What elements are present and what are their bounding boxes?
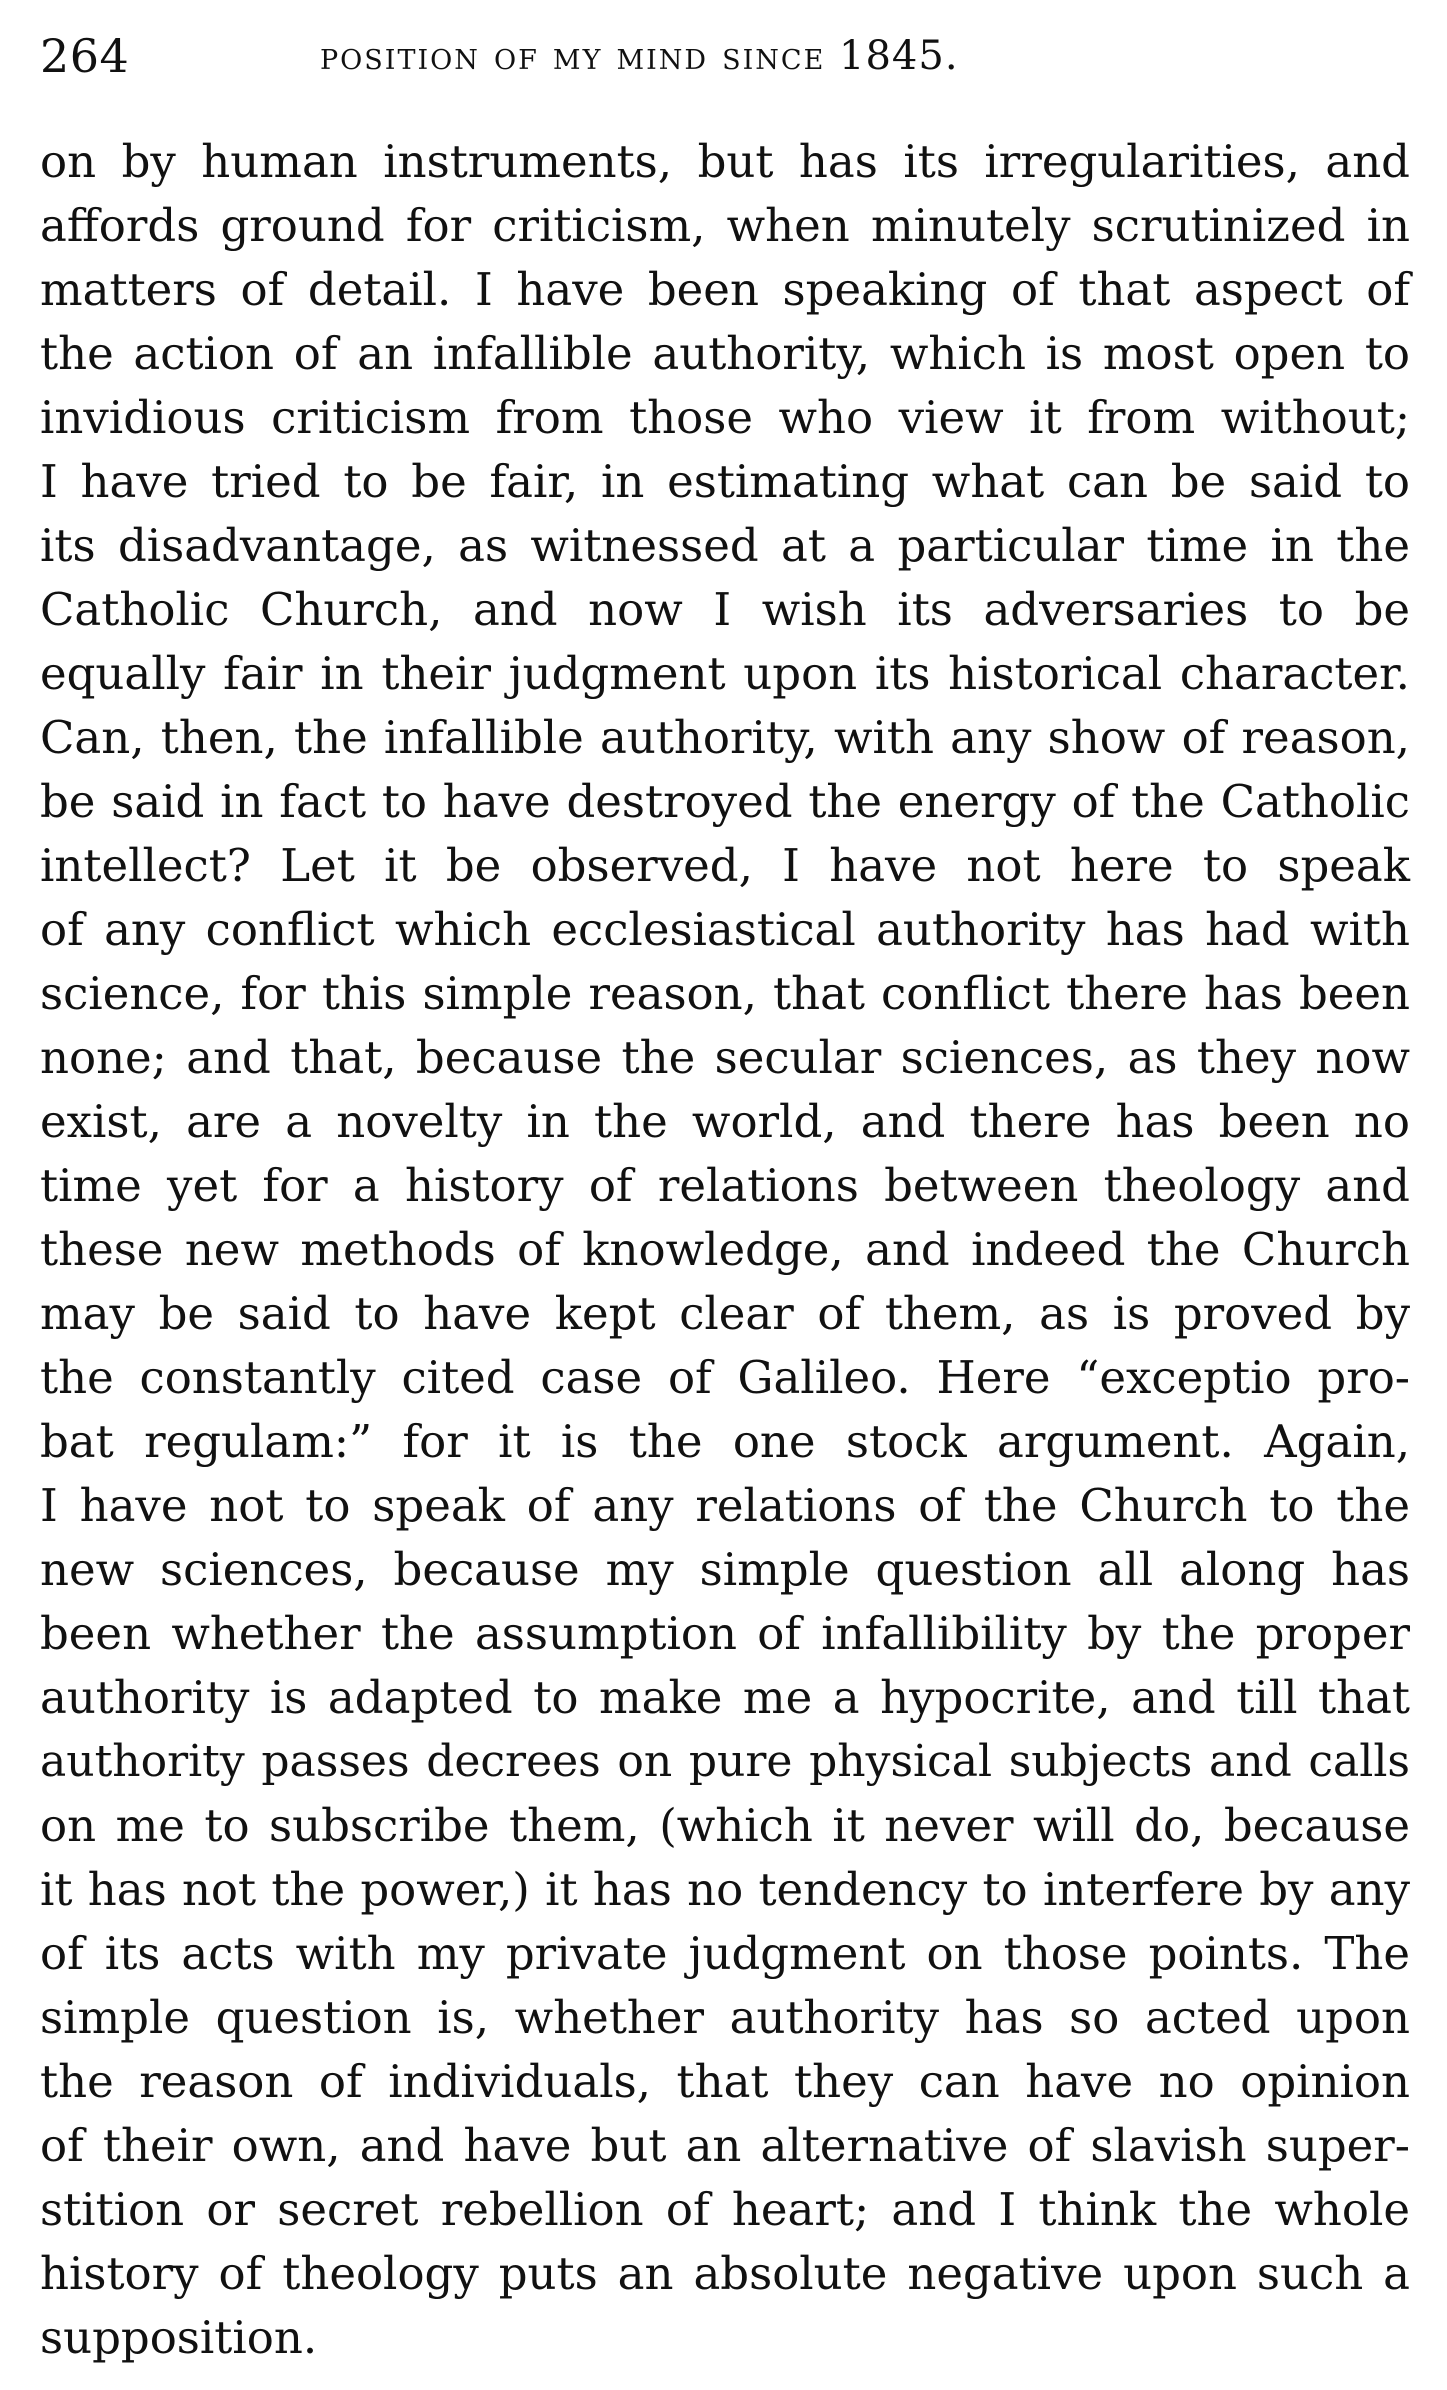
- text-line: authority passes decrees on pure physical subjects and calls: [40, 1736, 1410, 1787]
- text-line: may be said to have kept clear of them, as is proved by: [40, 1287, 1410, 1340]
- page-header: [40, 20, 1140, 100]
- text-line: science, for this simple reason, that conflict there has been: [40, 967, 1410, 1020]
- text-line: simple question is, whether authority has so acted upon: [40, 1991, 1410, 2044]
- text-line: it has not the power,) it has no tendency to interfere by any: [40, 1863, 1410, 1916]
- text-line: exist, are a novelty in the world, and there has been no: [40, 1095, 1410, 1148]
- text-line: these new methods of knowledge, and indeed the Church: [40, 1223, 1410, 1276]
- text-line: on me to subscribe them, (which it never will do, because: [40, 1799, 1410, 1852]
- running-head: [320, 26, 959, 86]
- text-line: intellect? Let it be observed, I have not here to speak: [40, 839, 1410, 892]
- text-line: matters of detail. I have been speaking of that aspect of: [40, 263, 1410, 316]
- text-line: be said in fact to have destroyed the energy of the Catholic: [40, 775, 1410, 828]
- text-line: history of theology puts an absolute negative upon such a: [40, 2247, 1410, 2300]
- text-line: stition or secret rebellion of heart; and I think the whole: [40, 2183, 1410, 2236]
- body-text: [40, 130, 1410, 2370]
- text-line: equally fair in their judgment upon its historical character.: [40, 647, 1410, 700]
- text-line: on by human instruments, but has its irregularities, and: [40, 135, 1410, 188]
- text-line: invidious criticism from those who view it from without;: [40, 391, 1410, 444]
- text-line: Can, then, the infallible authority, with any show of reason,: [40, 711, 1410, 764]
- running-head-words: position of my mind since: [320, 34, 826, 78]
- running-head-year: 1845.: [839, 33, 959, 79]
- text-line: the constantly cited case of Galileo. Here “exceptio pro-: [40, 1351, 1410, 1404]
- page-number: 264: [40, 29, 130, 83]
- text-line: of their own, and have but an alternative of slavish super-: [40, 2119, 1410, 2172]
- text-line: of its acts with my private judgment on those points. The: [40, 1927, 1410, 1980]
- text-line: bat regulam:” for it is the one stock argument. Again,: [40, 1415, 1410, 1468]
- text-line: the reason of individuals, that they can have no opinion: [40, 2055, 1410, 2108]
- text-line: I have tried to be fair, in estimating what can be said to: [40, 455, 1410, 508]
- text-line: Catholic Church, and now I wish its adversaries to be: [40, 583, 1410, 636]
- text-line: its disadvantage, as witnessed at a particular time in the: [40, 519, 1410, 572]
- text-line: time yet for a history of relations between theology and: [40, 1159, 1410, 1212]
- text-line: the action of an infallible authority, which is most open to: [40, 327, 1410, 380]
- text-line: been whether the assumption of infallibility by the proper: [40, 1607, 1410, 1660]
- text-line: affords ground for criticism, when minutely scrutinized in: [40, 199, 1410, 252]
- text-line: of any conflict which ecclesiastical authority has had with: [40, 903, 1410, 956]
- text-line: none; and that, because the secular sciences, as they now: [40, 1031, 1410, 1084]
- text-line: I have not to speak of any relations of the Church to the: [40, 1479, 1410, 1532]
- text-line-last: supposition.: [40, 2311, 318, 2364]
- text-line: new sciences, because my simple question all along has: [40, 1543, 1410, 1596]
- text-line: authority is adapted to make me a hypocrite, and till that: [40, 1671, 1410, 1724]
